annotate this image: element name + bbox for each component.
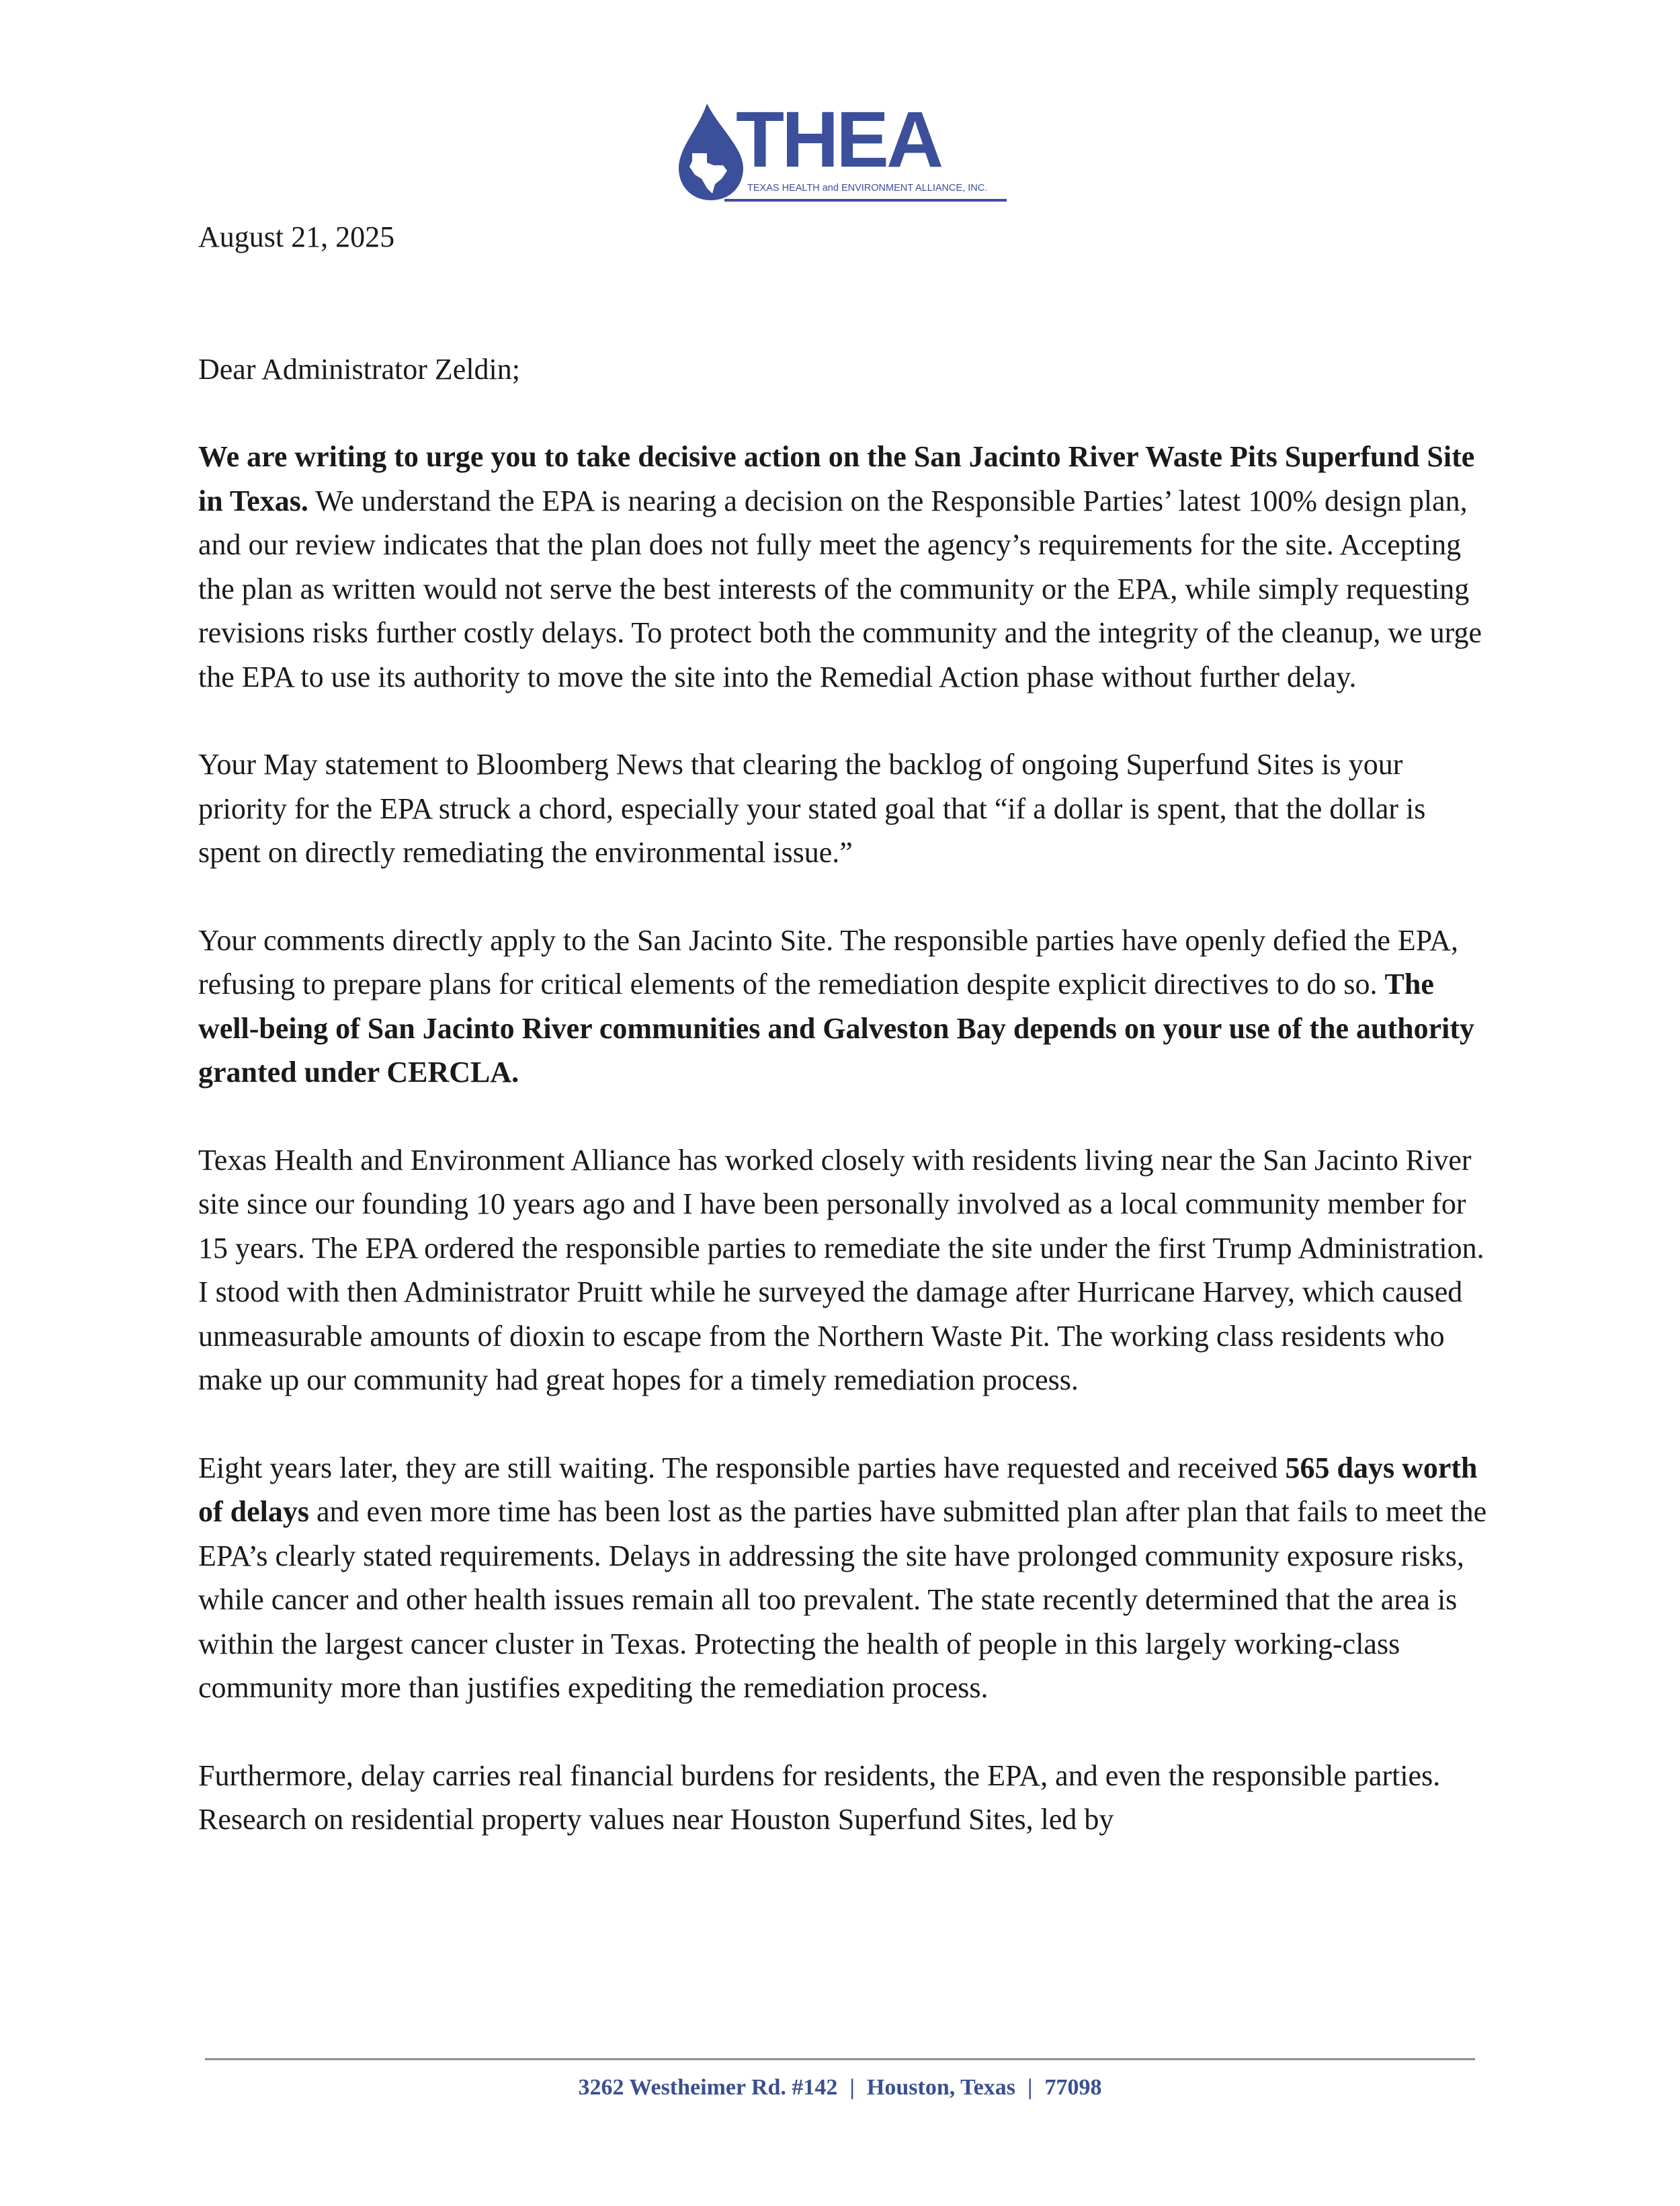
- paragraph-4: Texas Health and Environment Alliance has worked closely with residents living near the San Jacinto River site since our founding 10 years ago and I have been personally involved as a local community member for 15 years. The EPA ordered the responsible parties to remediate the site under the first Trump Administration. I stood with then Administrator Pruitt while he surveyed the damage after Hurricane Harvey, which caused unmeasurable amounts of dioxin to escape from the Northern Waste Pit. The working class residents who make up our community had great hopes for a timely remediation process.: [198, 1143, 1484, 1396]
- footer-zip: 77098: [1044, 2075, 1102, 2100]
- paragraph-1-text: We understand the EPA is nearing a decision on the Responsible Parties’ latest 100% design plan, and our review indicates that the plan does not fully meet the agency’s requirements for the site. Accepting the plan as written would not serve the best interests of the community or the EPA, while simply requesting revisions risks further costly delays. To protect both the community and the integrity of the cleanup, we urge the EPA to use its authority to move the site into the Remedial Action phase without further delay.: [198, 484, 1482, 693]
- paragraph-6: Furthermore, delay carries real financial burdens for residents, the EPA, and even the responsible parties. Research on residential property values near Houston Superfund Sites, led by: [198, 1758, 1441, 1836]
- paragraph-5-text-rest: and even more time has been lost as the parties have submitted plan after plan that fails to meet the EPA’s clearly stated requirements. Delays in addressing the site have prolonged community exposure risks, while cancer and other health issues remain all too prevalent. The state recently determined that the area is within the largest cancer cluster in Texas. Protecting the health of people in this largely working-class community more than justifies expediting the remediation process.: [198, 1495, 1487, 1704]
- logo-tagline: TEXAS HEALTH and ENVIRONMENT ALLIANCE, INC.: [747, 183, 988, 194]
- footer-address: [0, 2075, 1680, 2101]
- footer-separator: |: [849, 2075, 855, 2100]
- footer-divider: [205, 2058, 1475, 2060]
- paragraph-1: [198, 435, 1495, 699]
- salutation: Dear Administrator Zeldin;: [198, 352, 520, 386]
- paragraph-1-bold: We are writing to urge you to take decisive action on the San Jacinto River Waste Pits Superfund Site in Texas.: [198, 440, 1475, 517]
- paragraph-3-text: Your comments directly apply to the San Jacinto Site. The responsible parties have openly defied the EPA, refusing to prepare plans for critical elements of the remediation despite explicit directives to do so.: [198, 923, 1458, 1001]
- paragraph-5: [198, 1446, 1495, 1710]
- letter-date: August 21, 2025: [198, 220, 395, 253]
- logo-wordmark: THEA: [736, 101, 941, 184]
- footer-street: 3262 Westheimer Rd. #142: [578, 2075, 838, 2100]
- paragraph-5-bold: 565 days worth of delays: [198, 1451, 1478, 1528]
- paragraph-5-text-start: Eight years later, they are still waiting. The responsible parties have requested and received: [198, 1451, 1286, 1484]
- paragraph-2: Your May statement to Bloomberg News that clearing the backlog of ongoing Superfund Sites is your priority for the EPA struck a chord, especially your stated goal that “if a dollar is spent, that the dollar is spent on directly remediating the environmental issue.”: [198, 748, 1426, 869]
- thea-logo: [672, 101, 1008, 208]
- footer-separator: |: [1027, 2075, 1033, 2100]
- paragraph-3-bold: The well-being of San Jacinto River communities and Galveston Bay depends on your use of the authority granted under CERCLA.: [198, 968, 1475, 1089]
- paragraph-3: [198, 919, 1495, 1095]
- footer-city: Houston, Texas: [866, 2075, 1016, 2100]
- letter-body: [198, 215, 1495, 1842]
